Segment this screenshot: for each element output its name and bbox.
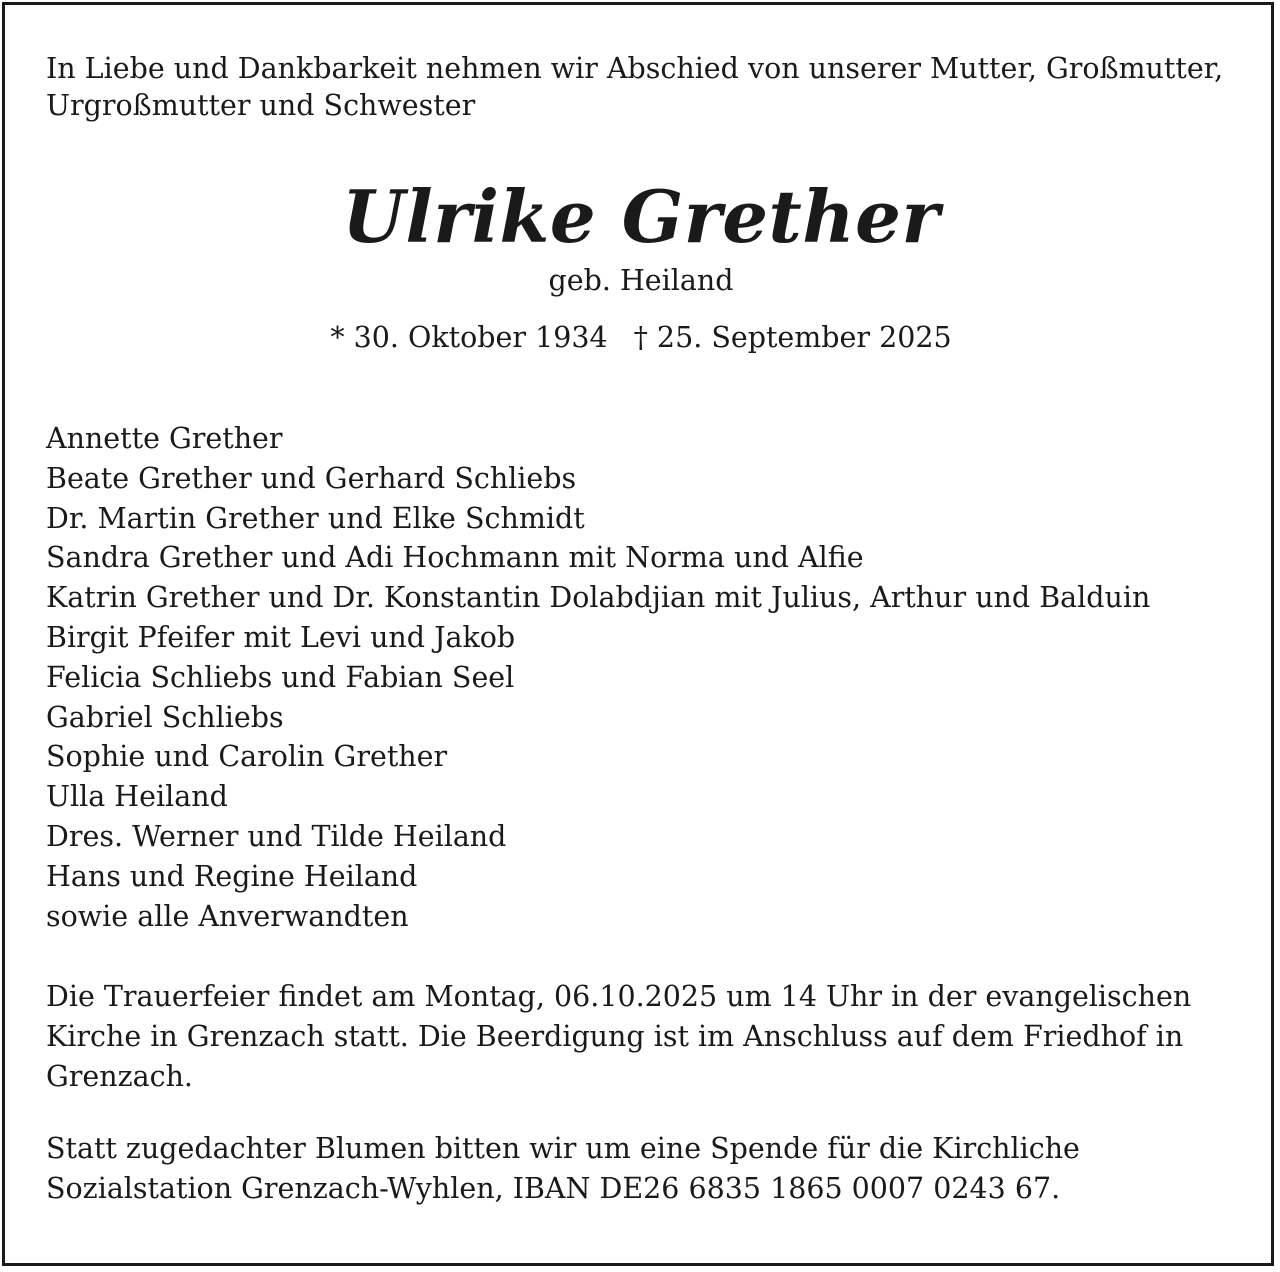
mourner-item: Felicia Schliebs und Fabian Seel — [46, 660, 515, 694]
mourner-item: Ulla Heiland — [46, 780, 228, 814]
birth-date: * 30. Oktober 1934 — [330, 321, 608, 354]
deceased-block — [46, 175, 1236, 356]
funeral-line-2: Kirche in Grenzach statt. Die Beerdigung ist im Anschluss auf dem Friedhof in — [46, 1020, 1184, 1054]
funeral-line-3: Grenzach. — [46, 1060, 193, 1094]
mourner-item: sowie alle Anverwandten — [46, 899, 409, 933]
mourner-item: Dr. Martin Grether und Elke Schmidt — [46, 501, 585, 535]
life-dates — [46, 319, 1236, 356]
mourner-item: Dres. Werner und Tilde Heiland — [46, 819, 507, 853]
intro-line-1: In Liebe und Dankbarkeit nehmen wir Abschied von unserer Mutter, Großmutter, — [46, 52, 1224, 85]
mourner-item: Sandra Grether und Adi Hochmann mit Norma und Alfie — [46, 541, 864, 575]
birth-name: geb. Heiland — [548, 264, 734, 297]
mourners-list — [46, 419, 1236, 936]
mourner-item: Annette Grether — [46, 422, 283, 455]
donation-info — [46, 1129, 1236, 1209]
intro-text — [46, 50, 1236, 124]
donation-line-1: Statt zugedachter Blumen bitten wir um eine Spende für die Kirchliche — [46, 1132, 1080, 1166]
mourner-item: Sophie und Carolin Grether — [46, 740, 448, 774]
intro-line-2: Urgroßmutter und Schwester — [46, 89, 476, 122]
mourner-item: Gabriel Schliebs — [46, 700, 284, 734]
mourner-item: Katrin Grether und Dr. Konstantin Dolabdjian mit Julius, Arthur und Balduin — [46, 581, 1151, 615]
mourner-item: Hans und Regine Heiland — [46, 859, 418, 893]
funeral-info — [46, 977, 1236, 1097]
mourner-item: Beate Grether und Gerhard Schliebs — [46, 461, 577, 495]
mourner-item: Birgit Pfeifer mit Levi und Jakob — [46, 620, 516, 654]
obituary-notice — [46, 50, 1236, 1209]
deceased-name: Ulrike Grether — [342, 174, 940, 259]
donation-line-2: Sozialstation Grenzach-Wyhlen, IBAN DE26 6835 1865 0007 0243 67. — [46, 1172, 1061, 1206]
funeral-line-1: Die Trauerfeier findet am Montag, 06.10.2025 um 14 Uhr in der evangelischen — [46, 980, 1192, 1014]
death-date: † 25. September 2025 — [633, 321, 952, 354]
